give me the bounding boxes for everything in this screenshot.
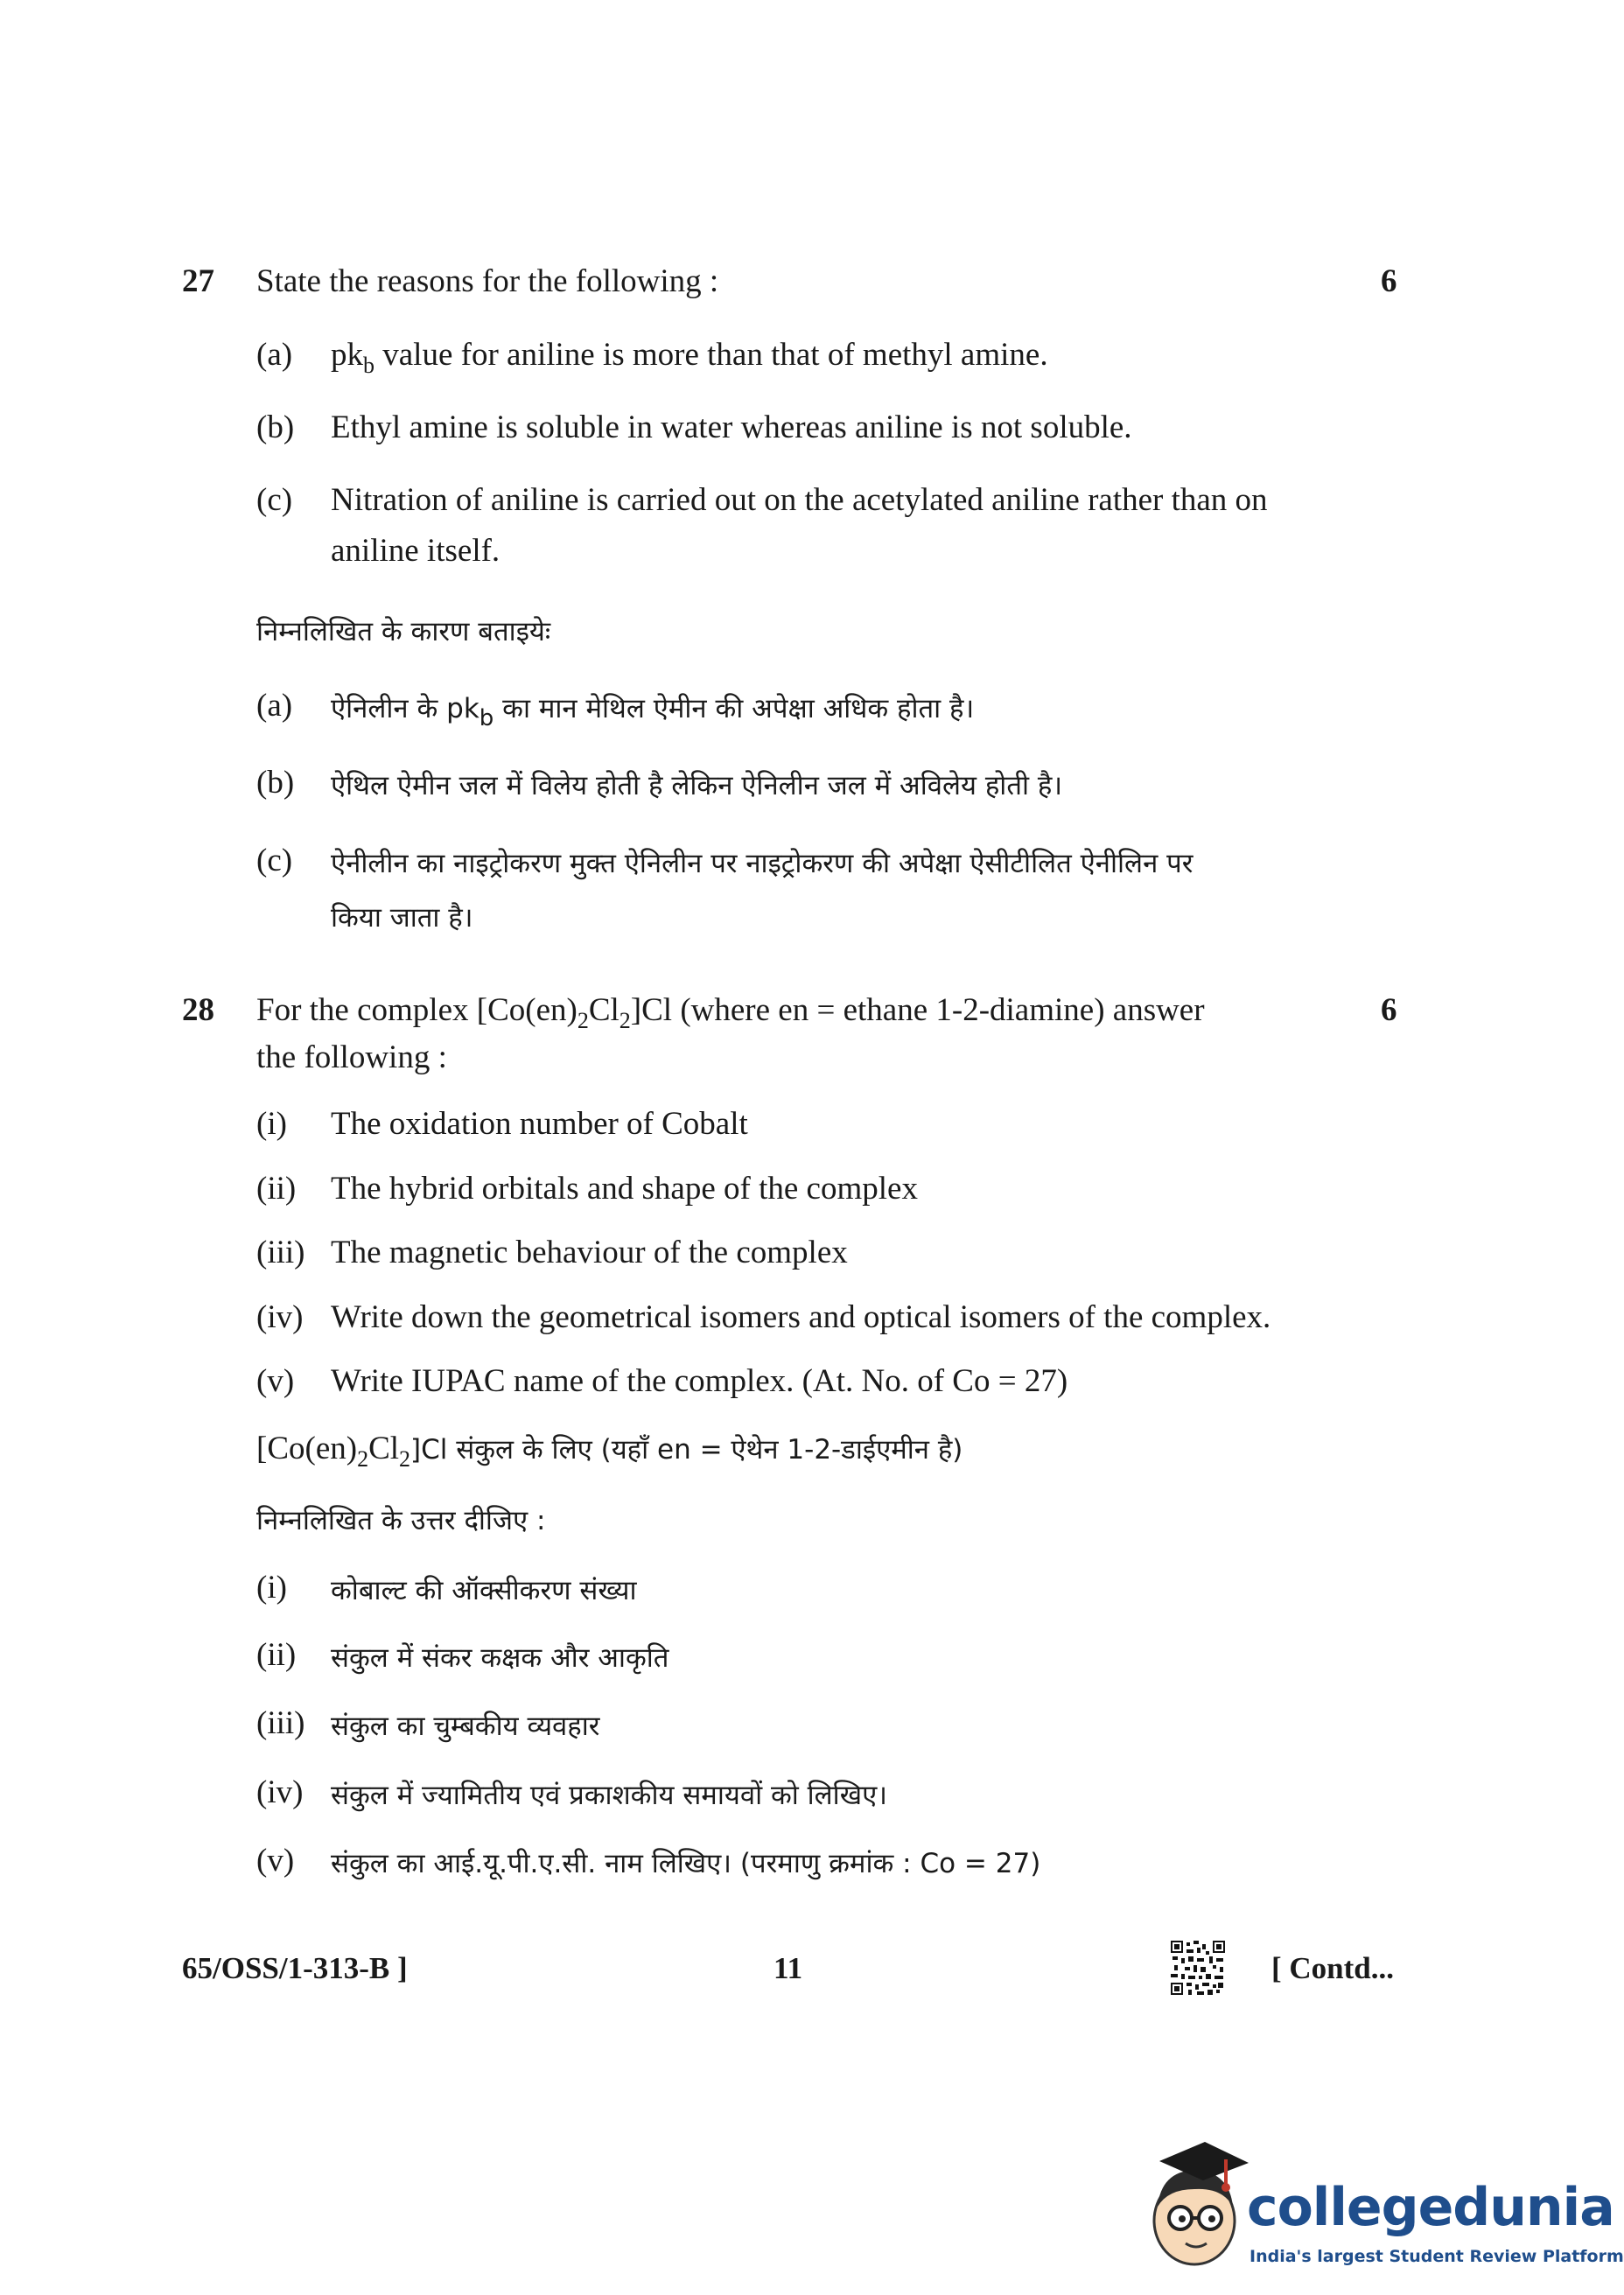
mascot-icon	[1154, 2142, 1249, 2264]
q28-iv-text: Write down the geometrical isomers and optical isomers of the complex.	[331, 1299, 1271, 1335]
q27-hi-a-text: ऐनिलीन के $pk_b$ का मान मेथिल ऐमीन की अपेक्षा अधिक होता है।	[331, 693, 975, 731]
q27-b-label: (b)	[256, 409, 295, 445]
q27-b-text: Ethyl amine is soluble in water whereas aniline is not soluble.	[331, 409, 1132, 445]
q28-ii-label: (ii)	[256, 1171, 297, 1207]
q27-hi-b-text: ऐथिल ऐमीन जल में विलेय होती है लेकिन ऐनिलीन जल में अविलेय होती है।	[331, 770, 1063, 801]
footer-page-number: 11	[774, 1951, 803, 1985]
q28-iii-text: The magnetic behaviour of the complex	[331, 1235, 848, 1270]
q28-v-text: Write IUPAC name of the complex. (At. No. of Co = 27)	[331, 1363, 1068, 1399]
q28-hindi-stem2: निम्नलिखित के उत्तर दीजिए :	[256, 1505, 546, 1536]
q28-hi-ii-label: (ii)	[256, 1637, 297, 1673]
q28-iv-label: (iv)	[256, 1299, 304, 1335]
q28-hi-iii-label: (iii)	[256, 1705, 305, 1741]
q27-number: 27	[182, 263, 214, 299]
qr-code-icon	[1171, 1941, 1225, 1995]
q28-hi-i-label: (i)	[256, 1570, 287, 1606]
q27-hi-c-line1: ऐनीलीन का नाइट्रोकरण मुक्त ऐनिलीन पर नाइट्रोकरण की अपेक्षा ऐसीटीलित ऐनीलिन पर	[331, 848, 1194, 879]
footer-paper-code: 65/OSS/1-313-B ]	[182, 1951, 408, 1985]
q28-hi-iv-text: संकुल में ज्यामितीय एवं प्रकाशकीय समायवों को लिखिए।	[331, 1780, 887, 1811]
q27-a-text: $pk_b$ value for aniline is more than that of methyl amine.	[331, 337, 1048, 378]
q27-c-text-line1: Nitration of aniline is carried out on the acetylated aniline rather than on	[331, 482, 1268, 518]
q27-hi-c-line2: किया जाता है।	[331, 902, 473, 934]
q28-i-text: The oxidation number of Cobalt	[331, 1106, 748, 1142]
watermark-brand: collegedunia	[1247, 2177, 1614, 2238]
q28-number: 28	[182, 992, 214, 1028]
watermark-tagline: India's largest Student Review Platform	[1250, 2247, 1624, 2266]
q28-iii-label: (iii)	[256, 1235, 305, 1270]
q28-i-label: (i)	[256, 1106, 287, 1142]
q27-hi-b-label: (b)	[256, 765, 295, 801]
q28-v-label: (v)	[256, 1363, 295, 1399]
q27-stem: State the reasons for the following :	[256, 263, 719, 299]
q28-hi-iv-label: (iv)	[256, 1774, 304, 1810]
q27-c-label: (c)	[256, 482, 293, 518]
q28-stem-line1: For the complex $[Co(en)_2Cl_2]Cl$ (where en = ethane 1-2-diamine) answer	[256, 992, 1205, 1033]
q28-hi-v-text: संकुल का आई.यू.पी.ए.सी. नाम लिखिए। (परमाणु क्रमांक : Co = 27)	[331, 1848, 1041, 1879]
q28-ii-text: The hybrid orbitals and shape of the complex	[331, 1171, 918, 1207]
q28-hi-i-text: कोबाल्ट की ऑक्सीकरण संख्या	[331, 1575, 637, 1606]
q27-stem-hindi: निम्नलिखित के कारण बताइयेः	[256, 616, 551, 647]
q28-hi-iii-text: संकुल का चुम्बकीय व्यवहार	[331, 1711, 600, 1742]
q28-hi-ii-text: संकुल में संकर कक्षक और आकृति	[331, 1642, 669, 1674]
q27-marks: 6	[1381, 263, 1397, 299]
q28-stem-line2: the following :	[256, 1039, 447, 1075]
footer-contd: [ Contd...	[1271, 1951, 1395, 1985]
q27-a-label: (a)	[256, 337, 293, 373]
q27-hi-c-label: (c)	[256, 843, 293, 878]
q28-hindi-stem: $[Co(en)_2Cl_2]Cl$ संकुल के लिए (यहाँ en = ऐथेन 1-2-डाईएमीन है)	[256, 1431, 963, 1472]
q28-hi-v-label: (v)	[256, 1843, 295, 1879]
q28-marks: 6	[1381, 992, 1397, 1028]
q27-c-text-line2: aniline itself.	[331, 533, 500, 569]
q27-hi-a-label: (a)	[256, 688, 293, 724]
